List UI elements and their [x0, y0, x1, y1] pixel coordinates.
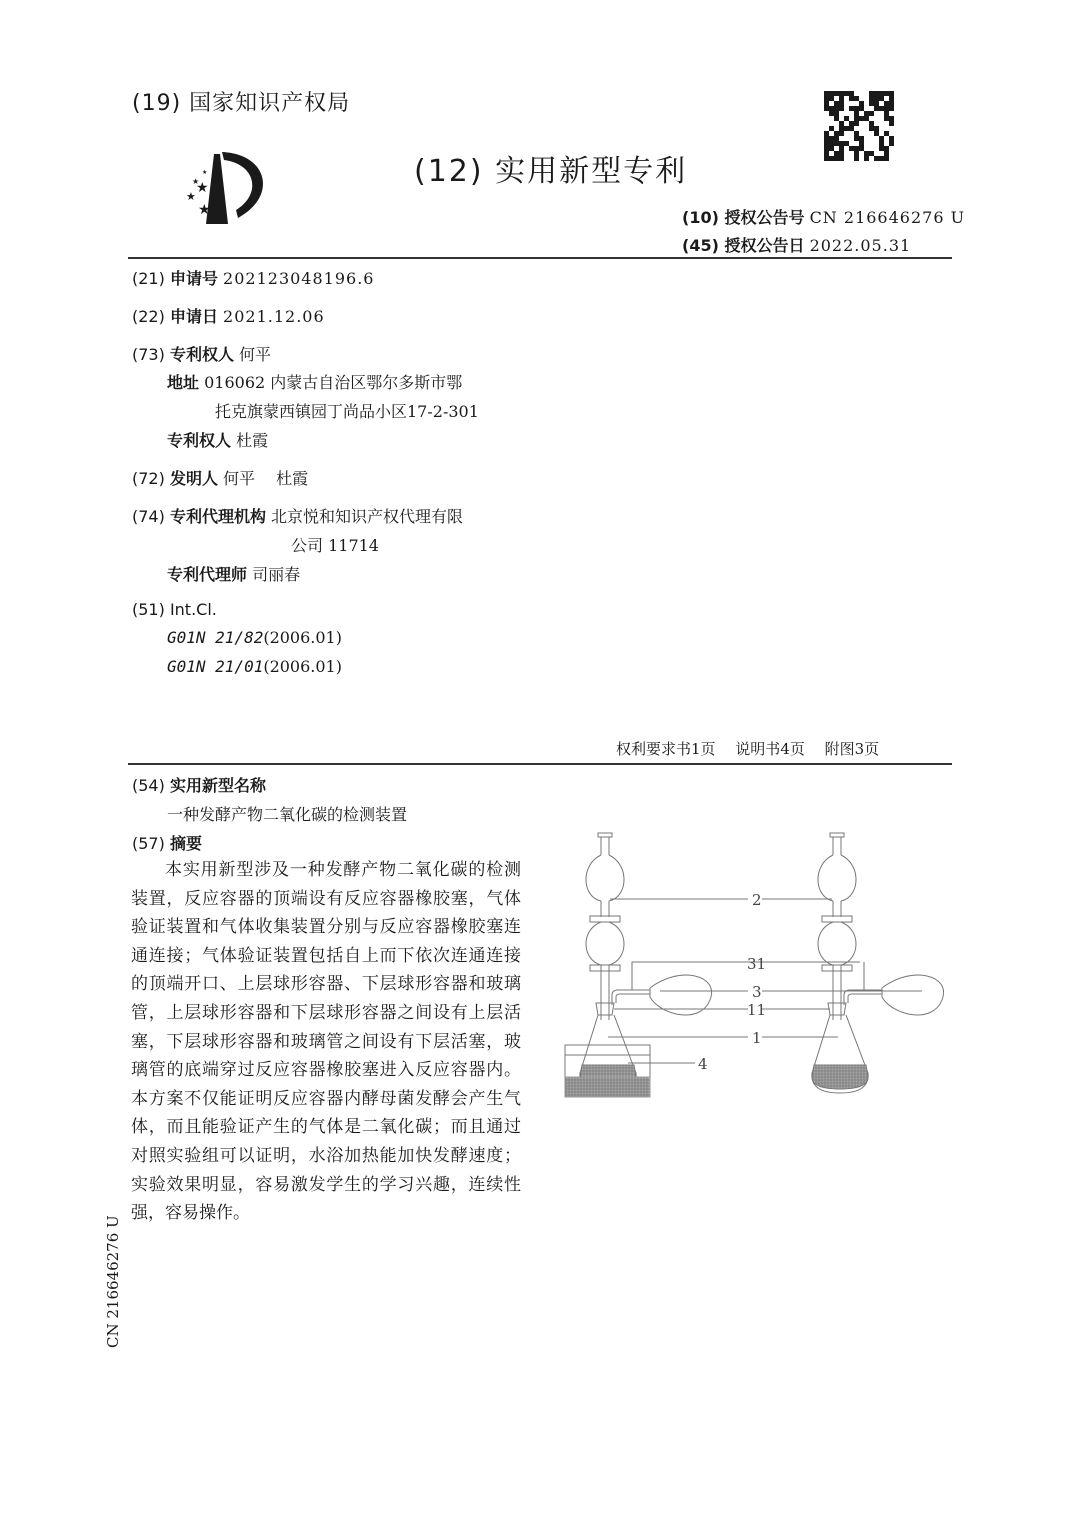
address-line-1: 016062 内蒙古自治区鄂尔多斯市鄂: [204, 373, 463, 392]
apparatus-figure: [560, 825, 960, 1115]
label: 申请号: [169, 269, 218, 288]
agency: [132, 504, 463, 527]
publication-date: [682, 233, 911, 256]
svg-text:★: ★: [186, 190, 196, 203]
label: 地址: [167, 373, 200, 392]
class: G01N 21/01: [167, 657, 264, 676]
class: G01N 21/82: [167, 628, 264, 647]
abstract-text: 本实用新型涉及一种发酵产物二氧化碳的检测装置，反应容器的顶端设有反应容器橡胶塞，气体验证装置和气体收集装置分别与反应容器橡胶塞连通连接；气体验证装置包括自上而下依次连通连接的顶端开口、上层球形容器、下层球形容器和玻璃管，上层球形容器和下层球形容器之间设有上层活塞，下层球形容器和玻璃管之间设有下层活塞，玻璃管的底端穿过反应容器橡胶塞进入反应容器内。本方案不仅能证明反应容器内酵母菌发酵会产生气体，而且能验证产生的气体是二氧化碳；而且通过对照实验组可以证明，水浴加热能加快发酵速度；实验效果明显，容易激发学生的学习兴趣，连续性强，容易操作。: [131, 860, 521, 1224]
label: Int.Cl.: [169, 600, 217, 619]
code: (54): [132, 776, 165, 795]
int-cl: [132, 600, 217, 619]
utility-model-title: 一种发酵产物二氧化碳的检测装置: [167, 805, 408, 824]
code: (74): [132, 507, 165, 526]
svg-text:11: 11: [747, 1001, 767, 1019]
label: 专利代理机构: [169, 507, 266, 526]
svg-text:1: 1: [752, 1029, 762, 1047]
pub-no-value: CN 216646276 U: [809, 208, 966, 227]
abstract-heading: [132, 831, 202, 854]
qr-code-icon[interactable]: [824, 91, 894, 161]
svg-text:31: 31: [747, 955, 767, 973]
svg-text:4: 4: [698, 1055, 708, 1073]
cnipa-logo-icon: [178, 148, 278, 228]
inventors: [132, 466, 308, 489]
value: 司丽春: [252, 565, 301, 584]
patentee-1: [132, 342, 271, 365]
agent: [167, 562, 300, 585]
svg-text:★: ★: [196, 180, 209, 196]
label: 专利代理师: [167, 565, 248, 584]
section-divider: [128, 763, 952, 765]
pub-date-value: 2022.05.31: [809, 236, 912, 255]
label: 摘要: [169, 834, 202, 853]
code: (72): [132, 469, 165, 488]
ipc-class-2: [167, 657, 342, 676]
application-number: [132, 266, 374, 289]
patent-type-title: (12) 实用新型专利: [414, 154, 688, 189]
code: (73): [132, 345, 165, 364]
svg-text:★: ★: [198, 202, 211, 218]
value: 202123048196.6: [223, 269, 375, 288]
value: 2021.12.06: [223, 307, 325, 326]
value: 何平: [239, 345, 272, 364]
figure-label-2: 2: [752, 891, 762, 909]
agency-line-1: 北京悦和知识产权代理有限: [271, 507, 464, 526]
pub-date-label: (45) 授权公告日: [682, 236, 805, 255]
value: 杜霞: [236, 431, 269, 450]
patentee-2: [167, 428, 268, 451]
application-date: [132, 304, 325, 327]
svg-text:★: ★: [202, 169, 208, 176]
version: (2006.01): [263, 657, 342, 676]
side-publication-number: CN 216646276 U: [104, 1215, 122, 1348]
value: 何平 杜霞: [223, 469, 309, 488]
code: (21): [132, 269, 165, 288]
address: [167, 370, 462, 393]
agency-line-2: 公司 11714: [291, 536, 379, 555]
svg-text:3: 3: [752, 983, 762, 1001]
page-counts: 权利要求书1页 说明书4页 附图3页: [616, 740, 880, 758]
code: (57): [132, 834, 165, 853]
publication-number: [682, 205, 965, 228]
code: (22): [132, 307, 165, 326]
label: 申请日: [169, 307, 218, 326]
ipc-class-1: [167, 628, 342, 647]
code: (51): [132, 600, 165, 619]
svg-text:★: ★: [192, 177, 200, 186]
utility-model-title-heading: [132, 773, 266, 796]
label: 发明人: [169, 469, 218, 488]
office-name: (19) 国家知识产权局: [132, 91, 351, 116]
address-line-2: 托克旗蒙西镇园丁尚品小区17-2-301: [215, 402, 479, 421]
header-divider: [128, 257, 952, 259]
pub-no-label: (10) 授权公告号: [682, 208, 805, 227]
label: 专利权人: [167, 431, 232, 450]
label: 实用新型名称: [169, 776, 266, 795]
version: (2006.01): [263, 628, 342, 647]
label: 专利权人: [169, 345, 234, 364]
